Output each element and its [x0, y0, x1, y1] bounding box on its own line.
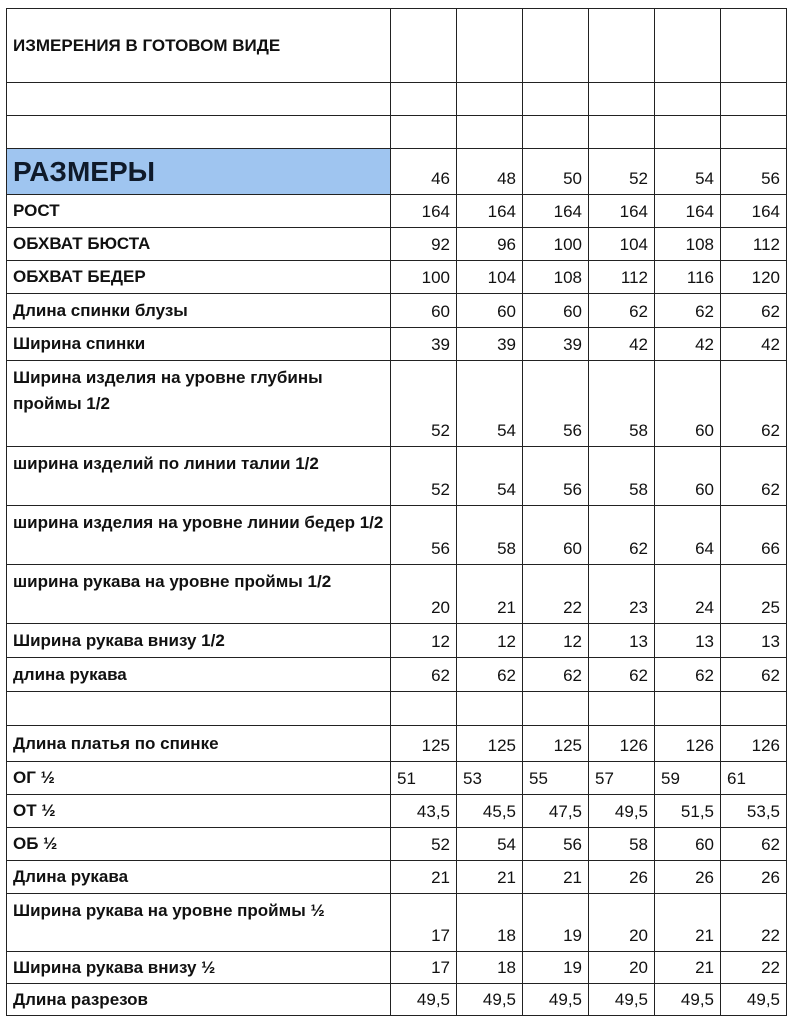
- measurement-value: 60: [523, 294, 589, 328]
- size-cell: 48: [457, 149, 523, 195]
- blank-row: [7, 83, 787, 116]
- measurement-value: 92: [391, 228, 457, 261]
- empty-cell: [391, 83, 457, 116]
- measurement-value: 62: [721, 361, 787, 447]
- measurement-row: [7, 952, 787, 984]
- measurement-value: 45,5: [457, 795, 523, 828]
- measurement-value: 56: [523, 361, 589, 447]
- measurement-value: 20: [589, 894, 655, 952]
- measurement-value: 164: [655, 195, 721, 228]
- measurement-row: [7, 861, 787, 894]
- size-cell: 52: [589, 149, 655, 195]
- measurement-value: 62: [721, 658, 787, 692]
- measurement-value: 21: [457, 861, 523, 894]
- measurement-value: 100: [391, 261, 457, 294]
- measurement-value: 54: [457, 828, 523, 861]
- measurement-label: Длина платья по спинке: [7, 726, 391, 762]
- measurement-label: ОТ ½: [7, 795, 391, 828]
- table-title: ИЗМЕРЕНИЯ В ГОТОВОМ ВИДЕ: [7, 9, 391, 83]
- measurement-row: [7, 565, 787, 624]
- measurement-label: Ширина рукава внизу 1/2: [7, 624, 391, 658]
- measurement-value: 51,5: [655, 795, 721, 828]
- measurement-value: 52: [391, 361, 457, 447]
- measurement-label: ОБХВАТ БЕДЕР: [7, 261, 391, 294]
- size-cell: 50: [523, 149, 589, 195]
- measurement-value: 21: [523, 861, 589, 894]
- measurement-value: 112: [589, 261, 655, 294]
- measurement-value: 60: [457, 294, 523, 328]
- measurement-value: 164: [457, 195, 523, 228]
- measurement-value: 49,5: [589, 984, 655, 1016]
- empty-cell: [721, 9, 787, 83]
- measurement-value: 62: [721, 828, 787, 861]
- measurement-value: 54: [457, 447, 523, 506]
- measurement-value: 26: [721, 861, 787, 894]
- measurement-value: 62: [457, 658, 523, 692]
- measurement-label: Ширина изделия на уровне глубины проймы 1/2: [7, 361, 391, 447]
- measurement-value: 164: [391, 195, 457, 228]
- table-body: [7, 9, 787, 1016]
- measurement-value: 20: [391, 565, 457, 624]
- measurement-value: 126: [589, 726, 655, 762]
- size-cell: 46: [391, 149, 457, 195]
- measurement-value: 19: [523, 952, 589, 984]
- measurement-row: [7, 795, 787, 828]
- measurement-value: 49,5: [523, 984, 589, 1016]
- measurement-value: 125: [391, 726, 457, 762]
- measurement-row: [7, 658, 787, 692]
- measurement-row: [7, 195, 787, 228]
- measurement-value: 62: [589, 294, 655, 328]
- measurement-value: 49,5: [589, 795, 655, 828]
- measurement-value: 13: [721, 624, 787, 658]
- measurement-label: ОБ ½: [7, 828, 391, 861]
- empty-cell: [589, 9, 655, 83]
- measurement-value: 125: [523, 726, 589, 762]
- measurement-value: 62: [391, 658, 457, 692]
- measurement-value: 43,5: [391, 795, 457, 828]
- measurement-label: РОСТ: [7, 195, 391, 228]
- measurement-value: 17: [391, 952, 457, 984]
- measurement-value: 12: [391, 624, 457, 658]
- measurement-value: 17: [391, 894, 457, 952]
- measurement-value: 39: [391, 328, 457, 361]
- measurement-label: Длина рукава: [7, 861, 391, 894]
- measurement-value: 108: [523, 261, 589, 294]
- measurement-value: 49,5: [391, 984, 457, 1016]
- empty-cell: [523, 116, 589, 149]
- measurement-value: 56: [523, 447, 589, 506]
- measurement-value: 100: [523, 228, 589, 261]
- empty-cell: [7, 692, 391, 726]
- measurement-value: 164: [721, 195, 787, 228]
- empty-cell: [7, 83, 391, 116]
- measurement-value: 62: [589, 506, 655, 565]
- empty-cell: [589, 692, 655, 726]
- measurement-value: 60: [655, 828, 721, 861]
- measurement-label: ширина рукава на уровне проймы 1/2: [7, 565, 391, 624]
- measurement-value: 62: [721, 447, 787, 506]
- empty-cell: [523, 83, 589, 116]
- measurement-value: 126: [721, 726, 787, 762]
- measurement-value: 18: [457, 952, 523, 984]
- measurement-value: 58: [589, 828, 655, 861]
- measurement-value: 49,5: [655, 984, 721, 1016]
- measurement-value: 13: [655, 624, 721, 658]
- measurement-value: 164: [589, 195, 655, 228]
- empty-cell: [523, 692, 589, 726]
- sizes-header: РАЗМЕРЫ: [7, 149, 391, 195]
- measurement-label: ОБХВАТ БЮСТА: [7, 228, 391, 261]
- measurement-value: 96: [457, 228, 523, 261]
- measurement-value: 52: [391, 828, 457, 861]
- measurement-value: 25: [721, 565, 787, 624]
- measurement-value: 54: [457, 361, 523, 447]
- empty-cell: [391, 692, 457, 726]
- empty-cell: [655, 692, 721, 726]
- measurement-label: длина рукава: [7, 658, 391, 692]
- measurement-value: 60: [523, 506, 589, 565]
- empty-cell: [589, 83, 655, 116]
- measurement-row: [7, 894, 787, 952]
- measurement-label: Ширина спинки: [7, 328, 391, 361]
- empty-cell: [391, 116, 457, 149]
- measurement-row: [7, 328, 787, 361]
- measurement-value: 104: [457, 261, 523, 294]
- measurement-value: 56: [523, 828, 589, 861]
- measurement-label: ширина изделий по линии талии 1/2: [7, 447, 391, 506]
- empty-cell: [457, 83, 523, 116]
- measurement-label: Ширина рукава на уровне проймы ½: [7, 894, 391, 952]
- measurement-row: [7, 506, 787, 565]
- empty-cell: [655, 9, 721, 83]
- measurement-label: Ширина рукава внизу ½: [7, 952, 391, 984]
- measurement-value: 112: [721, 228, 787, 261]
- measurement-row: [7, 261, 787, 294]
- measurement-value: 58: [457, 506, 523, 565]
- measurement-value: 20: [589, 952, 655, 984]
- measurement-value: 56: [391, 506, 457, 565]
- measurement-value: 104: [589, 228, 655, 261]
- measurement-value: 18: [457, 894, 523, 952]
- measurement-row: [7, 228, 787, 261]
- measurement-row: [7, 294, 787, 328]
- empty-cell: [457, 116, 523, 149]
- measurement-value: 22: [523, 565, 589, 624]
- measurement-label: Длина разрезов: [7, 984, 391, 1016]
- measurements-table: [6, 8, 787, 1016]
- empty-cell: [721, 83, 787, 116]
- size-cell: 56: [721, 149, 787, 195]
- measurement-value: 26: [655, 861, 721, 894]
- measurement-row: [7, 828, 787, 861]
- measurement-value: 64: [655, 506, 721, 565]
- measurement-value: 21: [655, 894, 721, 952]
- blank-row: [7, 116, 787, 149]
- measurement-value: 21: [655, 952, 721, 984]
- empty-cell: [721, 692, 787, 726]
- measurement-row: [7, 361, 787, 447]
- measurement-value: 42: [655, 328, 721, 361]
- measurement-value: 116: [655, 261, 721, 294]
- title-row: [7, 9, 787, 83]
- measurement-value: 42: [589, 328, 655, 361]
- measurement-value: 19: [523, 894, 589, 952]
- measurement-value: 39: [457, 328, 523, 361]
- blank-row: [7, 692, 787, 726]
- empty-cell: [655, 83, 721, 116]
- measurement-value: 59: [655, 762, 721, 795]
- measurement-value: 60: [391, 294, 457, 328]
- empty-cell: [589, 116, 655, 149]
- measurement-value: 108: [655, 228, 721, 261]
- empty-cell: [721, 116, 787, 149]
- measurement-value: 51: [391, 762, 457, 795]
- measurement-label: ширина изделия на уровне линии бедер 1/2: [7, 506, 391, 565]
- measurement-row: [7, 447, 787, 506]
- size-cell: 54: [655, 149, 721, 195]
- measurement-value: 62: [655, 658, 721, 692]
- measurement-row: [7, 984, 787, 1016]
- empty-cell: [457, 9, 523, 83]
- measurement-value: 53,5: [721, 795, 787, 828]
- measurement-value: 24: [655, 565, 721, 624]
- measurement-label: Длина спинки блузы: [7, 294, 391, 328]
- measurement-value: 49,5: [457, 984, 523, 1016]
- measurement-row: [7, 624, 787, 658]
- measurement-row: [7, 762, 787, 795]
- measurement-label: ОГ ½: [7, 762, 391, 795]
- measurement-value: 60: [655, 361, 721, 447]
- measurement-value: 62: [655, 294, 721, 328]
- measurement-value: 52: [391, 447, 457, 506]
- measurement-value: 13: [589, 624, 655, 658]
- measurement-value: 42: [721, 328, 787, 361]
- measurement-value: 47,5: [523, 795, 589, 828]
- empty-cell: [7, 116, 391, 149]
- measurement-value: 120: [721, 261, 787, 294]
- measurement-value: 62: [589, 658, 655, 692]
- measurement-value: 53: [457, 762, 523, 795]
- measurement-value: 125: [457, 726, 523, 762]
- sizes-row: [7, 149, 787, 195]
- measurement-value: 66: [721, 506, 787, 565]
- measurement-value: 26: [589, 861, 655, 894]
- measurement-value: 12: [523, 624, 589, 658]
- measurement-value: 49,5: [721, 984, 787, 1016]
- empty-cell: [655, 116, 721, 149]
- measurement-value: 62: [523, 658, 589, 692]
- measurement-value: 58: [589, 447, 655, 506]
- measurement-value: 57: [589, 762, 655, 795]
- measurement-value: 22: [721, 894, 787, 952]
- empty-cell: [457, 692, 523, 726]
- measurement-value: 62: [721, 294, 787, 328]
- measurement-value: 61: [721, 762, 787, 795]
- measurement-value: 39: [523, 328, 589, 361]
- measurement-value: 21: [457, 565, 523, 624]
- measurement-value: 22: [721, 952, 787, 984]
- measurement-value: 58: [589, 361, 655, 447]
- measurement-value: 23: [589, 565, 655, 624]
- measurement-row: [7, 726, 787, 762]
- empty-cell: [391, 9, 457, 83]
- measurement-value: 60: [655, 447, 721, 506]
- measurement-value: 55: [523, 762, 589, 795]
- empty-cell: [523, 9, 589, 83]
- measurement-value: 164: [523, 195, 589, 228]
- measurement-value: 12: [457, 624, 523, 658]
- measurement-value: 21: [391, 861, 457, 894]
- measurement-value: 126: [655, 726, 721, 762]
